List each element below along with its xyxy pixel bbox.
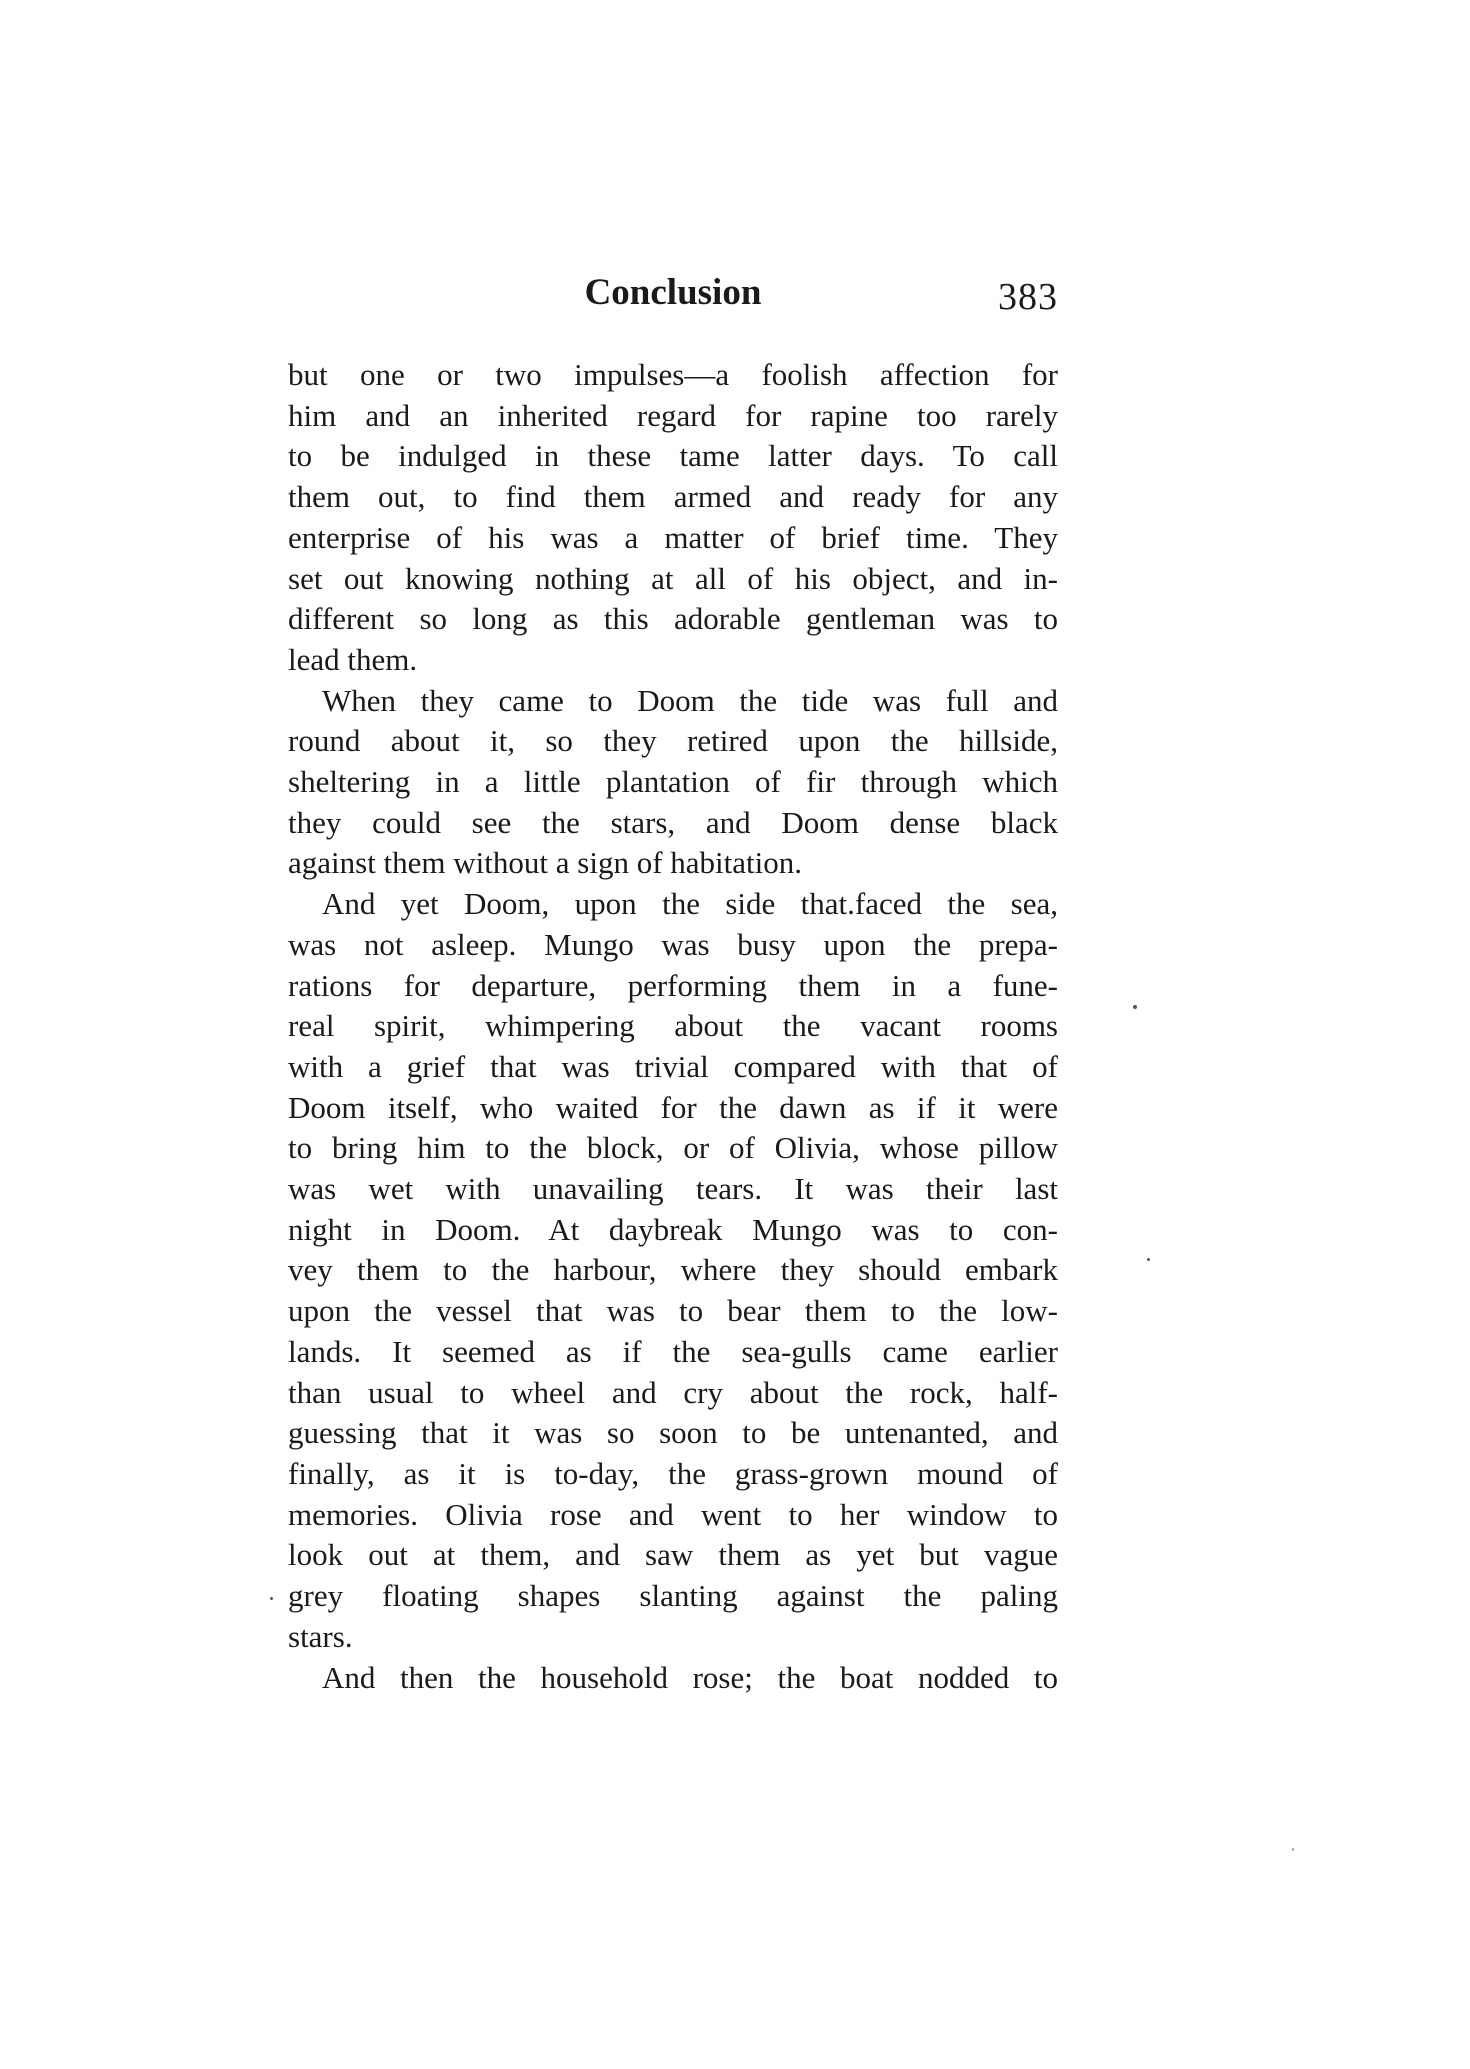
text-line: guessing that it was so soon to be untenanted, and <box>288 1415 1058 1451</box>
text-line: against them without a sign of habitation. <box>288 845 802 881</box>
chapter-title: Conclusion <box>584 272 762 313</box>
paragraph <box>288 681 1058 885</box>
text-line: upon the vessel that was to bear them to the low- <box>288 1293 1058 1329</box>
text-line: real spirit, whimpering about the vacant rooms <box>288 1008 1058 1044</box>
text-line: lead them. <box>288 641 418 677</box>
text-line: night in Doom. At daybreak Mungo was to con- <box>288 1211 1058 1247</box>
text-line: And yet Doom, upon the side that.faced the sea, <box>322 886 1058 922</box>
ink-speck <box>1147 1258 1150 1261</box>
page-number: 383 <box>998 276 1058 318</box>
text-line: set out knowing nothing at all of his object, and in- <box>288 560 1058 596</box>
text-line: enterprise of his was a matter of brief time. They <box>288 519 1058 555</box>
text-line: grey floating shapes slanting against the paling <box>288 1578 1058 1614</box>
text-line: to bring him to the block, or of Olivia, whose pillow <box>288 1130 1058 1166</box>
paragraph <box>288 1658 1058 1699</box>
text-line: rations for departure, performing them in a fune- <box>288 967 1058 1003</box>
text-line: than usual to wheel and cry about the rock, half- <box>288 1374 1058 1410</box>
paragraph <box>288 355 1058 681</box>
text-line: sheltering in a little plantation of fir through which <box>288 764 1058 800</box>
text-line: When they came to Doom the tide was full and <box>322 682 1058 718</box>
text-line: look out at them, and saw them as yet but vague <box>288 1537 1058 1573</box>
text-line: them out, to find them armed and ready for any <box>288 479 1058 515</box>
text-line: they could see the stars, and Doom dense black <box>288 804 1058 840</box>
text-line: vey them to the harbour, where they should embark <box>288 1252 1058 1288</box>
text-line: was wet with unavailing tears. It was their last <box>288 1171 1058 1207</box>
text-line: was not asleep. Mungo was busy upon the prepa- <box>288 926 1058 962</box>
body-text <box>288 355 1058 1698</box>
text-line: but one or two impulses—a foolish affection for <box>288 357 1058 392</box>
ink-speck <box>270 1597 273 1600</box>
text-line: round about it, so they retired upon the hillside, <box>288 723 1058 759</box>
text-line: And then the household rose; the boat nodded to <box>322 1659 1058 1695</box>
text-line: finally, as it is to-day, the grass-grown mound of <box>288 1455 1058 1491</box>
text-line: him and an inherited regard for rapine too rarely <box>288 397 1058 433</box>
ink-speck <box>1133 1005 1137 1009</box>
ink-speck <box>1292 1848 1294 1851</box>
text-line: stars. <box>288 1618 353 1654</box>
text-line: with a grief that was trivial compared with that of <box>288 1048 1058 1084</box>
paragraph <box>288 884 1058 1657</box>
running-head <box>288 268 1058 318</box>
text-line: memories. Olivia rose and went to her window to <box>288 1496 1058 1532</box>
text-line: to be indulged in these tame latter days. To call <box>288 438 1058 474</box>
text-line: Doom itself, who waited for the dawn as if it were <box>288 1089 1058 1125</box>
text-line: lands. It seemed as if the sea-gulls came earlier <box>288 1333 1058 1369</box>
text-line: different so long as this adorable gentleman was to <box>288 601 1058 637</box>
